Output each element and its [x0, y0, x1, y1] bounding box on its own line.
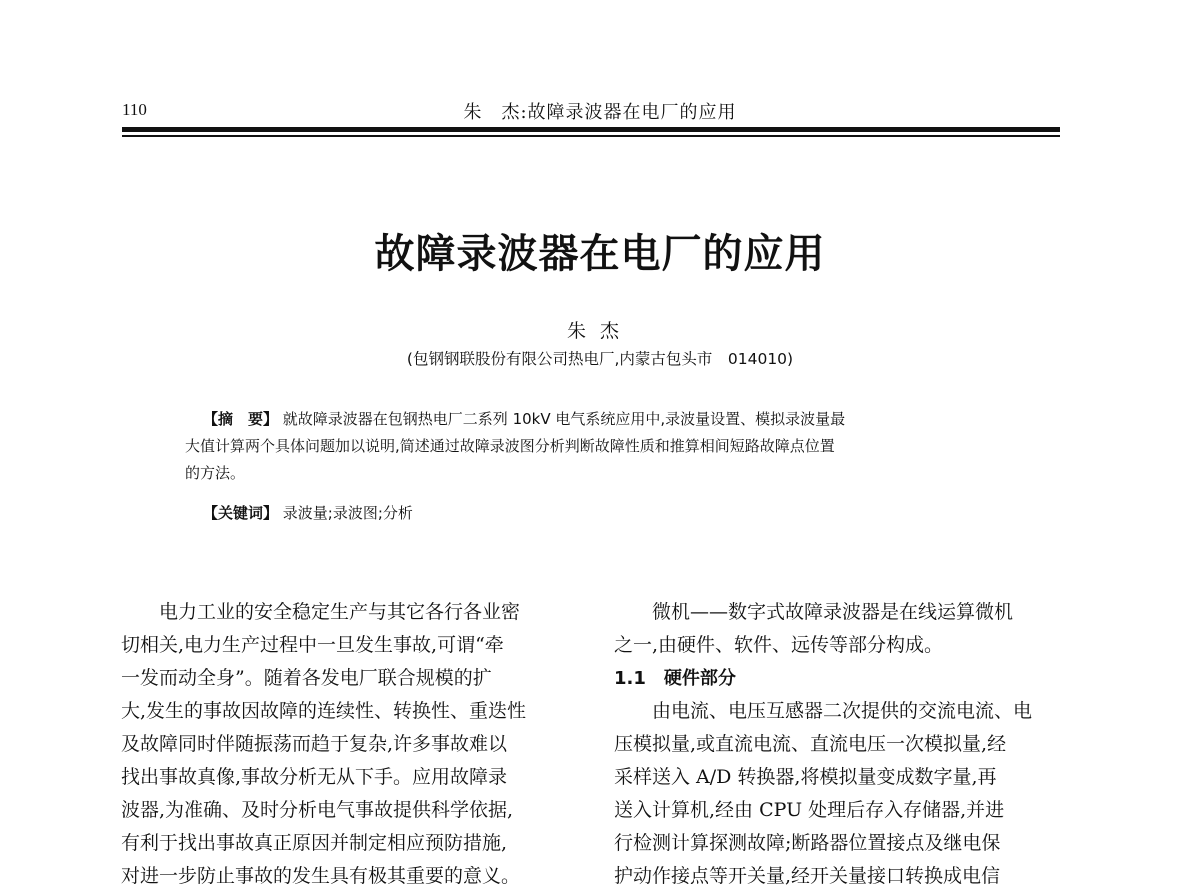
running-header: 朱 杰:故障录波器在电厂的应用	[463, 102, 737, 123]
body-line: 大,发生的事故因故障的连续性、转换性、重迭性	[121, 700, 527, 722]
body-line: 对进一步防止事故的发生具有极其重要的意义。	[121, 865, 521, 887]
body-line: 找出事故真像,事故分析无从下手。应用故障录	[121, 766, 508, 788]
page-number: 110	[122, 100, 147, 119]
body-column-right	[614, 596, 1069, 893]
body-line: 之一,由硬件、软件、远传等部分构成。	[614, 634, 944, 656]
paper-affiliation: (包钢钢联股份有限公司热电厂,内蒙古包头市 014010)	[406, 350, 794, 368]
body-line: 微机——数字式故障录波器是在线运算微机	[652, 601, 1014, 623]
body-line: 采样送入 A/D 转换器,将模拟量变成数字量,再	[614, 766, 997, 788]
header-rule-thin	[122, 135, 1060, 137]
abstract-label: 【摘 要】	[203, 410, 279, 428]
keywords-text: 录波量;录波图;分析	[282, 504, 413, 522]
paper-title: 故障录波器在电厂的应用	[374, 230, 826, 277]
body-line: 压模拟量,或直流电流、直流电压一次模拟量,经	[614, 733, 1007, 755]
body-line: 电力工业的安全稳定生产与其它各行各业密	[159, 601, 521, 623]
body-line: 波器,为准确、及时分析电气事故提供科学依据,	[121, 799, 514, 821]
body-line: 行检测计算探测故障;断路器位置接点及继电保	[614, 832, 1001, 854]
abstract	[185, 406, 1000, 487]
section-heading: 1.1 硬件部分	[614, 668, 736, 689]
body-line: 切相关,电力生产过程中一旦发生事故,可谓“牵	[121, 634, 504, 656]
header-rule-thick	[122, 127, 1060, 132]
abstract-line-2: 大值计算两个具体问题加以说明,简述通过故障录波图分析判断故障性质和推算相间短路故障点位置	[185, 437, 835, 455]
paper-author: 朱杰	[566, 320, 633, 342]
body-column-left	[121, 596, 583, 893]
abstract-line-1	[185, 406, 1000, 433]
body-line: 及故障同时伴随振荡而趋于复杂,许多事故难以	[121, 733, 508, 755]
body-line: 送入计算机,经由 CPU 处理后存入存储器,并进	[614, 799, 1005, 821]
body-line: 一发而动全身”。随着各发电厂联合规模的扩	[121, 667, 492, 689]
body-line: 护动作接点等开关量,经开关量接口转换成电信	[614, 865, 1001, 887]
body-line: 有利于找出事故真正原因并制定相应预防措施,	[121, 832, 508, 854]
keywords	[203, 500, 413, 527]
keywords-label: 【关键词】	[203, 504, 279, 522]
body-line: 由电流、电压互感器二次提供的交流电流、电	[652, 700, 1033, 722]
abstract-line-3: 的方法。	[185, 464, 246, 482]
abstract-text-1: 就故障录波器在包钢热电厂二系列 10kV 电气系统应用中,录波量设置、模拟录波量最	[282, 410, 846, 428]
